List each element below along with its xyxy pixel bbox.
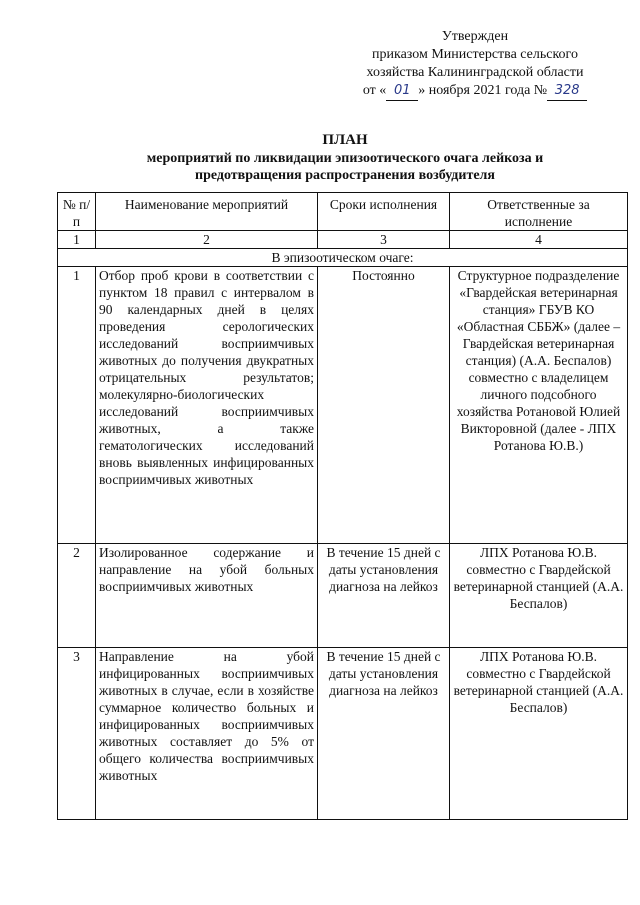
approval-line-1: Утвержден (441, 29, 509, 44)
approval-line-2: приказом Министерства сельского (372, 47, 578, 62)
order-number-handwritten: 328 (547, 82, 587, 101)
table-row (58, 648, 628, 820)
date-suffix: » ноября 2021 года № (418, 83, 548, 98)
column-number: 1 (58, 231, 96, 249)
header-name: Наименование мероприятий (96, 193, 318, 231)
section-row (58, 249, 628, 267)
row-responsible: ЛПХ Ротанова Ю.В. совместно с Гвардейской ветеринарной станцией (А.А. Беспалов) (450, 648, 628, 820)
row-name: Отбор проб крови в соответствии с пунктом 18 правил с интервалом в 90 календарных дней в целях проведения серологических исследований восприимчивых животных до получения двукратных отрицательных результатов; молекулярно-биологических исследований восприимчивых животных, а также гематологических исследований вновь выявленных инфицированных восприимчивых животных (96, 267, 318, 544)
approval-line-3: хозяйства Калининградской области (366, 65, 584, 80)
header-term: Сроки исполнения (318, 193, 450, 231)
column-number: 3 (318, 231, 450, 249)
date-day-handwritten: 01 (386, 82, 418, 101)
table-row (58, 544, 628, 648)
measures-table (57, 192, 628, 820)
table-row (58, 267, 628, 544)
header-num: № п/п (58, 193, 96, 231)
row-name: Изолированное содержание и направление на убой больных восприимчивых животных (96, 544, 318, 648)
row-term: В течение 15 дней с даты установления диагноза на лейкоз (318, 544, 450, 648)
row-num: 1 (58, 267, 96, 544)
column-number: 4 (450, 231, 628, 249)
row-responsible: Структурное подразделение «Гвардейская ветеринарная станция» ГБУВ КО «Областная СББЖ» (далее – Гвардейская ветеринарная станция) (А.А. Беспалов) совместно с владелицем личного подсобного хозяйства Ротановой Юлией Викторовной (далее - ЛПХ Ротанова Ю.В.) (450, 267, 628, 544)
approval-date-line (330, 82, 620, 101)
document-title (60, 131, 630, 184)
column-numbers-row (58, 231, 628, 249)
column-number: 2 (96, 231, 318, 249)
section-title: В эпизоотическом очаге: (58, 249, 628, 267)
row-responsible: ЛПХ Ротанова Ю.В. совместно с Гвардейской ветеринарной станцией (А.А. Беспалов) (450, 544, 628, 648)
row-term: Постоянно (318, 267, 450, 544)
table-header-row (58, 193, 628, 231)
header-responsible: Ответственные за исполнение (450, 193, 628, 231)
row-num: 2 (58, 544, 96, 648)
plan-heading: ПЛАН (322, 132, 368, 148)
plan-subtitle-line-1: мероприятий по ликвидации эпизоотического очага лейкоза и (146, 151, 544, 166)
row-term: В течение 15 дней с даты установления диагноза на лейкоз (318, 648, 450, 820)
approval-block (330, 28, 620, 101)
date-prefix: от « (362, 83, 387, 98)
row-num: 3 (58, 648, 96, 820)
row-name: Направление на убой инфицированных восприимчивых животных в случае, если в хозяйстве суммарное количество больных и инфицированных восприимчивых животных составляет до 5% от общего количества восприимчивых животных (96, 648, 318, 820)
plan-subtitle-line-2: предотвращения распространения возбудителя (195, 168, 495, 183)
